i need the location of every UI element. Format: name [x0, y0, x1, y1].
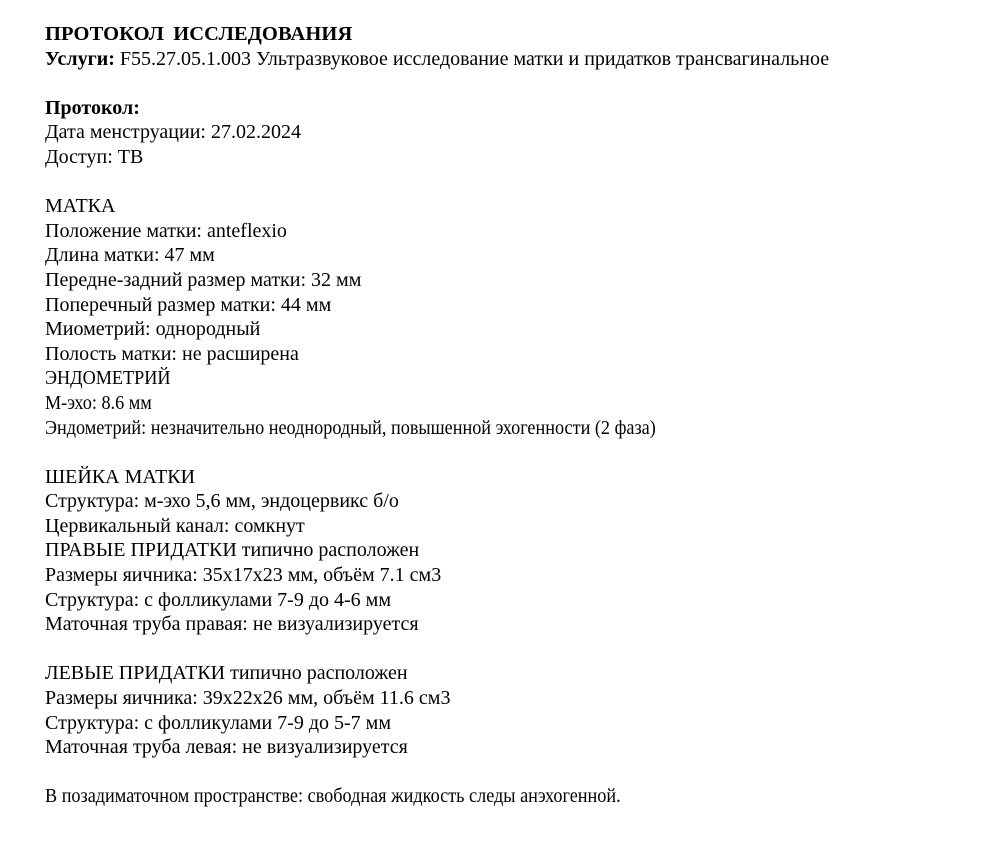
document-title: ПРОТОКОЛ ИССЛЕДОВАНИЯ: [45, 23, 353, 45]
uterus-position: Положение матки: anteflexio: [45, 219, 287, 242]
left-ovary-size: Размеры яичника: 39х22х26 мм, объём 11.6 см3: [45, 687, 451, 710]
uterus-length: Длина матки: 47 мм: [45, 244, 215, 267]
uterus-transverse-size: Поперечный размер матки: 44 мм: [45, 293, 332, 316]
retrouterine-space: В позадиматочном пространстве: свободная жидкость следы анэхогенной.: [45, 785, 621, 808]
right-ovary-size: Размеры яичника: 35х17х23 мм, объём 7.1 см3: [45, 564, 442, 587]
spacer: [45, 170, 985, 195]
services-label: Услуги:: [45, 47, 115, 70]
endometrium-heading: ЭНДОМЕТРИЙ: [45, 367, 171, 390]
services-line: [45, 47, 985, 72]
endometrium-description: Эндометрий: незначительно неоднородный, повышенной эхогенности (2 фаза): [45, 416, 656, 439]
cervix-heading: ШЕЙКА МАТКИ: [45, 465, 196, 488]
uterine-cavity: Полость матки: не расширена: [45, 342, 299, 365]
uterus-section: [45, 194, 985, 366]
cervical-canal: Цервикальный канал: сомкнут: [45, 514, 305, 537]
spacer: [45, 440, 985, 465]
m-echo: М-эхо: 8.6 мм: [45, 391, 152, 414]
right-adnexa-heading: ПРАВЫЕ ПРИДАТКИ типично расположен: [45, 539, 420, 562]
myometrium: Миометрий: однородный: [45, 318, 261, 341]
right-ovary-structure: Структура: с фолликулами 7-9 до 4-6 мм: [45, 588, 391, 611]
services-value: F55.27.05.1.003 Ультразвуковое исследование матки и придатков трансвагинальное: [114, 47, 830, 70]
spacer: [45, 637, 985, 662]
access-method: Доступ: ТВ: [45, 145, 144, 168]
left-adnexa-heading: ЛЕВЫЕ ПРИДАТКИ типично расположен: [45, 662, 408, 685]
endometrium-section: [45, 366, 985, 440]
left-adnexa-section: [45, 661, 985, 759]
cervix-structure: Структура: м-эхо 5,6 мм, эндоцервикс б/о: [45, 490, 399, 513]
cervix-section: [45, 465, 985, 539]
menstruation-date: Дата менструации: 27.02.2024: [45, 121, 301, 144]
uterus-ap-size: Передне-задний размер матки: 32 мм: [45, 268, 362, 291]
protocol-heading: Протокол:: [45, 96, 140, 119]
left-ovary-structure: Структура: с фолликулами 7-9 до 5-7 мм: [45, 711, 391, 734]
left-fallopian-tube: Маточная труба левая: не визуализируется: [45, 736, 408, 759]
spacer: [45, 760, 985, 785]
protocol-document: [45, 22, 985, 809]
spacer: [45, 71, 985, 96]
right-fallopian-tube: Маточная труба правая: не визуализируется: [45, 613, 419, 636]
right-adnexa-section: [45, 538, 985, 636]
uterus-heading: МАТКА: [45, 195, 116, 218]
